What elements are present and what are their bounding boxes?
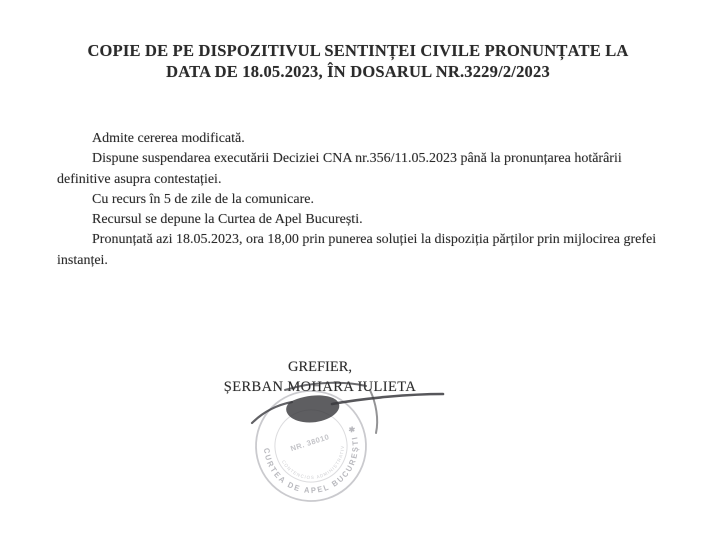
stamp-inner-ring-textpath: CONTENCIOS ADMINISTRATIV bbox=[280, 444, 346, 481]
document-title-line-2: DATA DE 18.05.2023, ÎN DOSARUL NR.3229/2/2023 bbox=[166, 62, 550, 81]
document-body bbox=[57, 129, 672, 271]
paragraph-pronuntare: Pronunțată azi 18.05.2023, ora 18,00 prin punerea soluției la dispoziția părților prin mijlocirea grefei instanței. bbox=[57, 232, 657, 268]
signature-tail-stroke bbox=[332, 394, 443, 404]
signer-role-label: GREFIER, bbox=[287, 359, 353, 375]
signature-scribble-icon bbox=[230, 373, 470, 448]
stamp-center-number: NR. 38010 bbox=[289, 432, 331, 454]
signature-top-stroke bbox=[285, 383, 366, 390]
document-title-line-1: COPIE DE PE DISPOZITIVUL SENTINȚEI CIVILE PRONUNȚATE LA bbox=[87, 41, 629, 60]
signature-descender-stroke bbox=[370, 390, 377, 433]
paragraph-recurs: Cu recurs în 5 de zile de la comunicare. bbox=[92, 191, 314, 207]
paragraph-depunere: Recursul se depune la Curtea de Apel București. bbox=[92, 212, 363, 228]
paragraph-dispune: Dispune suspendarea executării Deciziei CNA nr.356/11.05.2023 până la pronunțarea hotărârii definitive asupra contestației. bbox=[57, 151, 622, 187]
signature-ink-blob bbox=[286, 395, 339, 422]
document-title bbox=[40, 40, 676, 82]
paragraph-admite: Admite cererea modificată. bbox=[92, 131, 245, 146]
signature-left-hook bbox=[252, 402, 292, 423]
stamp-ring-textpath: CURTEA DE APEL BUCUREȘTI ✱ bbox=[261, 422, 361, 496]
signer-name: ȘERBAN MOHARA IULIETA bbox=[223, 379, 417, 395]
